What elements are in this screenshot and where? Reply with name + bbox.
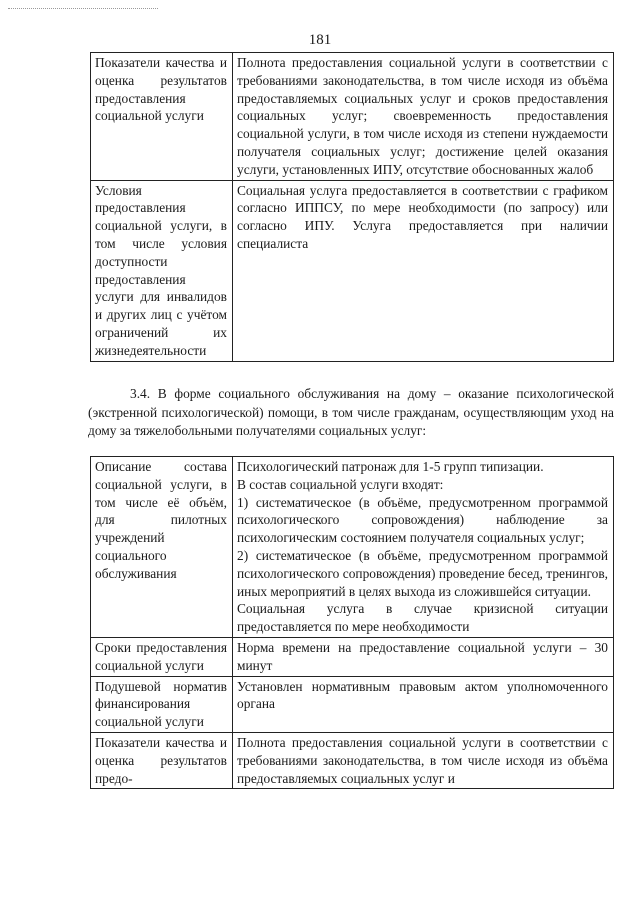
table-cell-text: Норма времени на предоставление социальной услуги – 30 минут — [233, 637, 614, 676]
table-row-conditions — [91, 180, 614, 361]
service-table-continued — [90, 52, 614, 362]
page-number: 181 — [308, 32, 332, 48]
table-cell-label: Сроки предоставления социальной услуги — [91, 637, 233, 676]
table-cell-text: Социальная услуга предоставляется в соответствии с графиком согласно ИППСУ, по мере необходимости (по запросу) или согласно ИПУ. Услуга предоставляется при наличии специалиста — [233, 180, 614, 361]
table-row-service-terms — [91, 637, 614, 676]
table-cell-label: Условия предоставления социальной услуги, в том числе условия доступности предоставления услуги для инвалидов и других лиц с учётом ограничений их жизнедеятельности — [91, 180, 233, 361]
table-cell-text: Полнота предоставления социальной услуги в соответствии с требованиями законодательства, в том числе исходя из объёма предоставляемых социальных услуг и — [233, 732, 614, 788]
table-row-service-description — [91, 457, 614, 638]
table-cell-label: Подушевой норматив финансирования социальной услуги — [91, 676, 233, 732]
table-row-quality-indicators — [91, 53, 614, 181]
text-line: В состав социальной услуги входят: — [237, 476, 444, 492]
table-cell-text — [233, 457, 614, 638]
table-cell-label: Описание состава социальной услуги, в том числе её объём, для пилотных учреждений социального обслуживания — [91, 457, 233, 638]
table-cell-text: Установлен нормативным правовым актом уполномоченного органа — [233, 676, 614, 732]
text-line: Социальная услуга в случае кризисной ситуации предоставляется по мере необходимости — [237, 601, 608, 635]
text-line: Психологический патронаж для 1-5 групп типизации. — [237, 459, 544, 474]
scan-edge-mark — [8, 8, 158, 9]
service-table-3-4 — [90, 456, 614, 789]
section-paragraph-3-4: 3.4. В форме социального обслуживания на дому – оказание психологической (экстренной психологической) помощи, в том числе гражданам, осуществляющим уход на дому за тяжелобольными получателями социальных услуг: — [88, 386, 614, 439]
table-cell-label: Показатели качества и оценка результатов предо- — [91, 732, 233, 788]
table-cell-text: Полнота предоставления социальной услуги в соответствии с требованиями законодательства, в том числе исходя из объёма предоставляемых социальных услуг и сроков предоставления социальных услуг; своевременность предоставления социальной услуги, в том числе исходя из степени нуждаемости получателя социальных услуг; достижение целей оказания услуги, установленных ИПУ, отсутствие обоснованных жалоб — [233, 53, 614, 181]
table-cell-label: Показатели качества и оценка результатов предоставления социальной услуги — [91, 53, 233, 181]
table-row-quality-indicators — [91, 732, 614, 788]
table-row-financing-standard — [91, 676, 614, 732]
text-line: 2) систематическое (в объёме, предусмотренном программой психологического сопровождения) проведение бесед, тренингов, иных мероприятий в целях выхода из сложившейся ситуации. — [237, 547, 608, 599]
text-line: 1) систематическое (в объёме, предусмотренном программой психологического сопровождения) наблюдение за психологическим состоянием получателя социальных услуг; — [237, 494, 608, 546]
